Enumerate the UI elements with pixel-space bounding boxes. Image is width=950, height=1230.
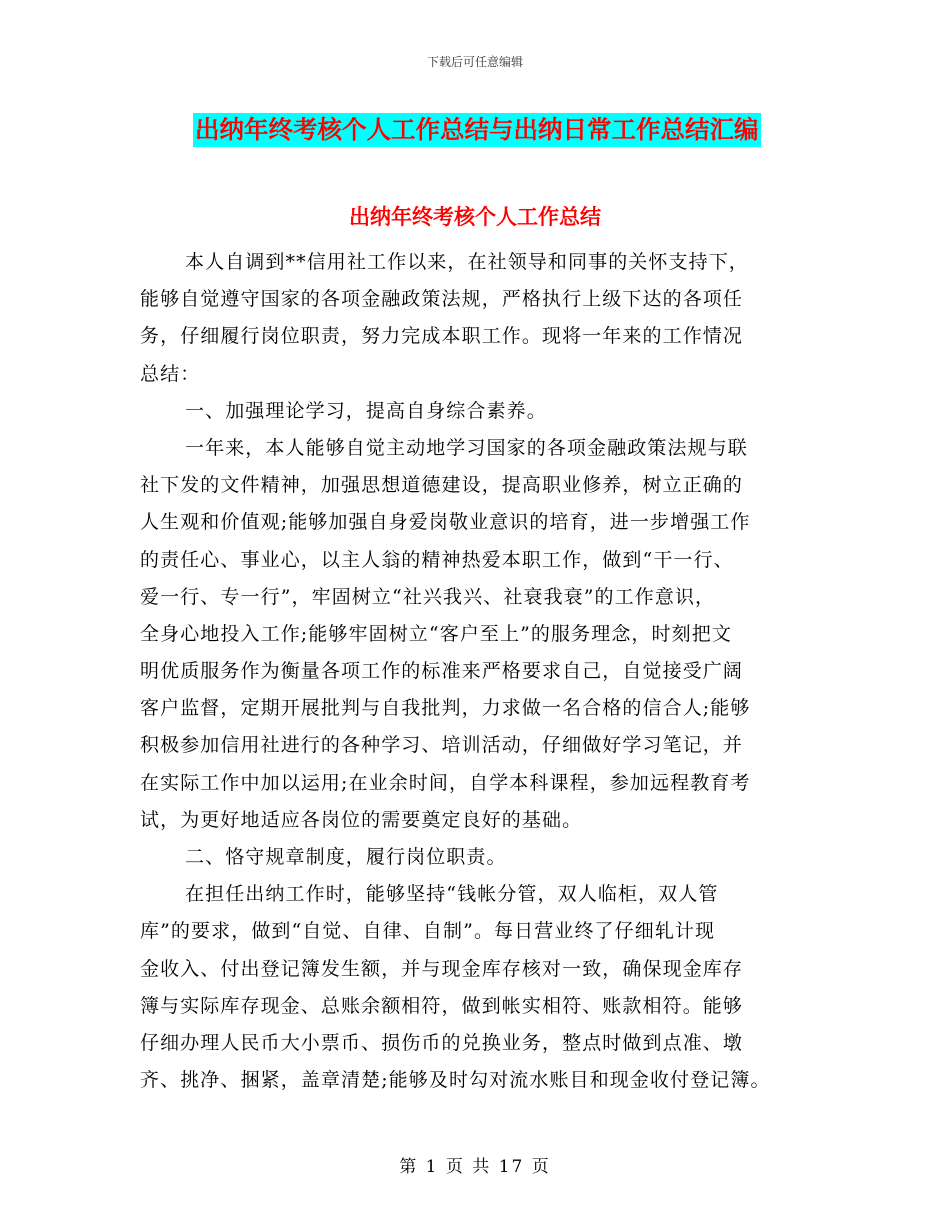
paragraph-line: 的责任心、事业心，以主人翁的精神热爱本职工作，做到“干一行、 xyxy=(140,548,734,571)
paragraph-line: 仔细办理人民币大小票币、损伤币的兑换业务，整点时做到点准、墩 xyxy=(140,1031,744,1054)
main-title: 出纳年终考核个人工作总结与出纳日常工作总结汇编 xyxy=(193,113,761,147)
paragraph-line: 库”的要求，做到“自觉、自律、自制”。每日营业终了仔细轧计现 xyxy=(140,920,716,943)
paragraph-line: 在实际工作中加以运用;在业余时间，自学本科课程，参加远程教育考 xyxy=(140,771,751,794)
paragraph-line: 全身心地投入工作;能够牢固树立“客户至上”的服务理念，时刻把文 xyxy=(140,622,732,645)
paragraph-line: 社下发的文件精神，加强思想道德建设，提高职业修养，树立正确的 xyxy=(140,474,744,497)
section-heading: 二、恪守规章制度，履行岗位职责。 xyxy=(185,846,507,868)
paragraph-line: 试，为更好地适应各岗位的需要奠定良好的基础。 xyxy=(140,808,583,831)
header-note: 下载后可任意编辑 xyxy=(426,55,523,69)
paragraph-line: 积极参加信用社进行的各种学习、培训活动，仔细做好学习笔记，并 xyxy=(140,734,744,757)
paragraph-line: 本人自调到**信用社工作以来，在社领导和同事的关怀支持下， xyxy=(185,251,749,273)
paragraph-line: 客户监督，定期开展批判与自我批判，力求做一名合格的信合人;能够 xyxy=(140,697,751,720)
paragraph-line: 在担任出纳工作时，能够坚持“钱帐分管，双人临柜，双人管 xyxy=(185,883,719,906)
paragraph-line: 爱一行、专一行”，牢固树立“社兴我兴、社衰我衰”的工作意识， xyxy=(140,585,716,608)
paragraph-line: 金收入、付出登记簿发生额，并与现金库存核对一致，确保现金库存 xyxy=(140,957,744,980)
main-title-container xyxy=(193,113,761,147)
body-text xyxy=(140,244,820,1099)
paragraph-line: 务，仔细履行岗位职责，努力完成本职工作。现将一年来的工作情况 xyxy=(140,325,744,348)
paragraph-line: 总结： xyxy=(140,362,201,385)
section-heading: 一、加强理论学习，提高自身综合素养。 xyxy=(185,399,547,422)
paragraph-line: 簿与实际库存现金、总账余额相符，做到帐实相符、账款相符。能够 xyxy=(140,994,744,1017)
paragraph-line: 一年来，本人能够自觉主动地学习国家的各项金融政策法规与联 xyxy=(185,436,748,459)
sub-title: 出纳年终考核个人工作总结 xyxy=(349,205,601,229)
paragraph-line: 能够自觉遵守国家的各项金融政策法规，严格执行上级下达的各项任 xyxy=(140,288,744,311)
paragraph-line: 人生观和价值观;能够加强自身爱岗敬业意识的培育，进一步增强工作 xyxy=(140,511,751,534)
paragraph-line: 齐、挑净、捆紧，盖章清楚;能够及时勾对流水账目和现金收付登记簿。 xyxy=(140,1069,771,1092)
page-footer: 第 1 页 共 17 页 xyxy=(399,1157,551,1177)
paragraph-line: 明优质服务作为衡量各项工作的标准来严格要求自己，自觉接受广阔 xyxy=(140,660,744,683)
